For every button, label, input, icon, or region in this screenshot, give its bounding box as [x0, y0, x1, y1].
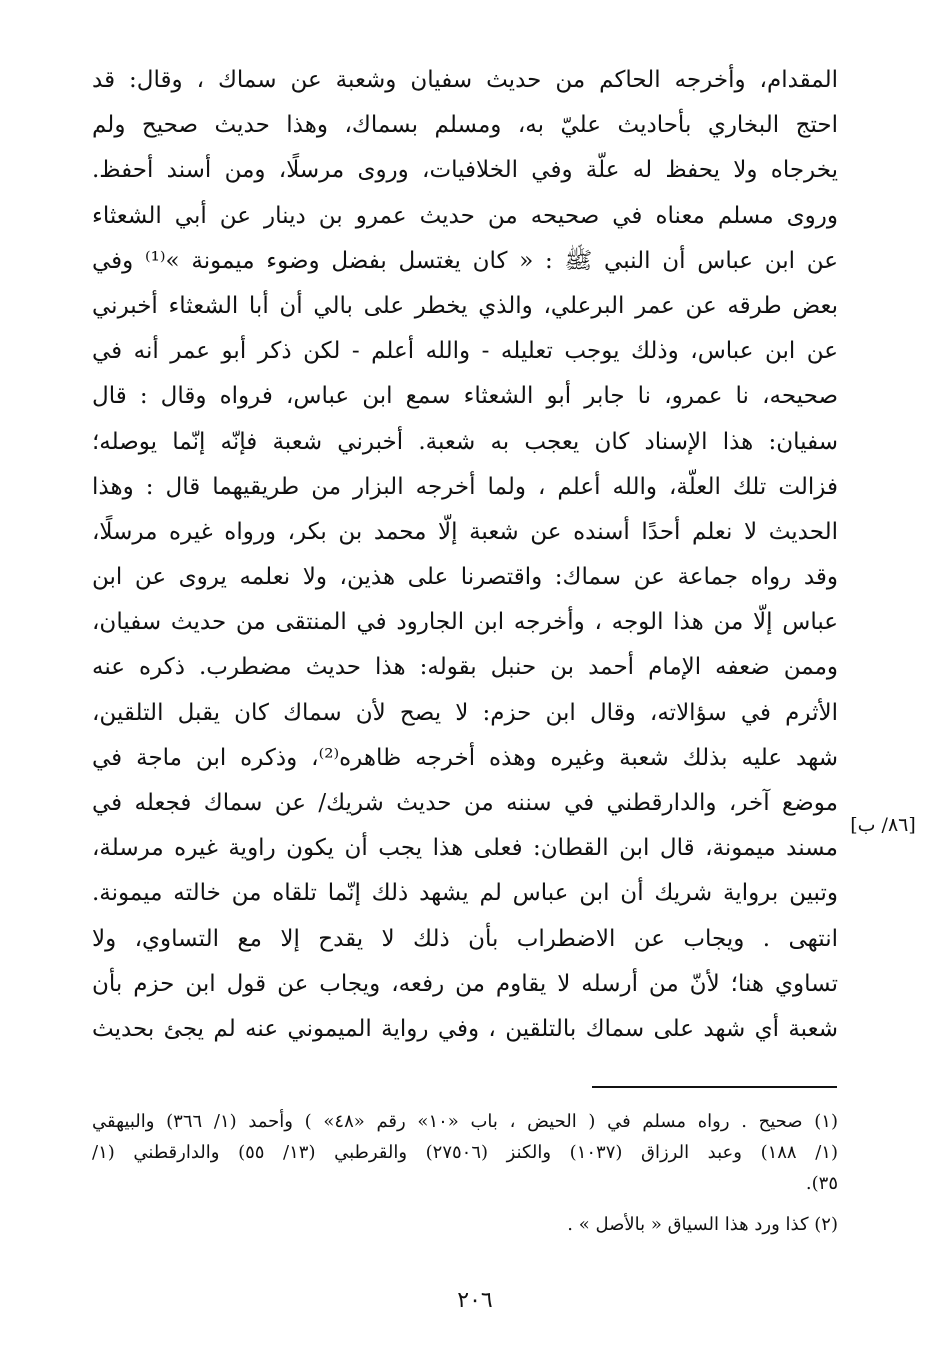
footnote-gap [92, 1199, 838, 1209]
footnote-separator [592, 1086, 837, 1088]
text-line: المقدام، وأخرجه الحاكم من حديث سفيان وشعبة عن سماك ، وقال: قد [92, 67, 838, 93]
footnote-2: (٢) كذا ورد هذا السياق « بالأصل » . [567, 1214, 838, 1235]
text-line: عباس إلّا من هذا الوجه ، وأخرجه ابن الجارود في المنتقى من حديث سفيان، [92, 609, 838, 636]
footnote-1-line: ٣٥). [805, 1173, 838, 1194]
text-line: موضع آخر، والدارقطني في سننه من حديث شريك/ عن سماك فجعله في [92, 790, 838, 816]
text-line: صحيحه، نا عمرو، نا جابر أبو الشعثاء سمع ابن عباس، فرواه وقال : قال [92, 383, 838, 410]
text-line: فزالت تلك العلّة، والله أعلم ، ولما أخرجه البزار من طريقيهما قال : وهذا [92, 473, 838, 500]
text-line: وممن ضعفه الإمام أحمد بن حنبل بقوله: هذا حديث مضطرب. ذكره عنه [92, 654, 838, 681]
main-text-block [92, 58, 838, 1052]
page-number: ٢٠٦ [457, 1288, 493, 1313]
text-line: سفيان: هذا الإسناد كان يعجب به شعبة. أخبرني شعبة فإنّه إنّما يوصله؛ [92, 428, 838, 455]
footnote-1-line: (١/ ١٨٨) وعبد الرزاق (١٠٣٧) والكنز (٢٧٥٠٦) والقرطبي (١٣/ ٥٥) والدارقطني (١/ [92, 1142, 838, 1163]
text-line: شهد عليه بذلك شعبة وغيره وهذه أخرجه ظاهره⁽²⁾، وذكره ابن ماجة في [92, 744, 838, 771]
text-line: مسند ميمونة، قال ابن القطان: فعلى هذا يجب أن يكون راوية غيره مرسلة، [92, 835, 838, 862]
text-line: يخرجاه ولا يحفظ له علّة وفي الخلافيات، وروى مرسلًا، ومن أسند أحفظ. [92, 157, 838, 184]
footnotes-block [92, 1106, 838, 1240]
text-line: بعض طرقه عن عمر البرعلي، والذي يخطر على بالي أن أبا الشعثاء أخبرني [92, 292, 838, 319]
text-line: عن ابن عباس، وذلك يوجب تعليله - والله أعلم - لكن ذكر أبو عمر أنه في [92, 338, 838, 365]
text-line: وروى مسلم معناه في صحيحه من حديث عمرو بن دينار عن أبي الشعثاء [92, 202, 838, 229]
text-line: وقد رواه جماعة عن سماك: واقتصرنا على هذين، ولا نعلمه يروى عن ابن [92, 564, 838, 591]
text-line: تساوي هنا؛ لأنّ من أرسله لا يقاوم من رفعه، ويجاب عن قول ابن حزم بأن [92, 970, 838, 997]
text-line: شعبة أي شهد على سماك بالتلقين ، وفي رواية الميموني عنه لم يجئ بحديث [92, 1015, 838, 1042]
text-line: احتج البخاري بأحاديث عليّ به، ومسلم بسماك، وهذا حديث صحيح ولم [92, 112, 838, 139]
text-line: انتهى . ويجاب عن الاضطراب بأن ذلك لا يقدح إلا مع التساوي، ولا [92, 925, 838, 952]
text-line: الأثرم في سؤالاته، وقال ابن حزم: لا يصح لأن سماك كان يقبل التلقين، [92, 699, 838, 726]
text-line: الحديث لا نعلم أحدًا أسنده عن شعبة إلّا محمد بن بكر، ورواه غيره مرسلًا، [92, 518, 838, 545]
manuscript-folio-marker: [٨٦/ ب] [850, 814, 916, 836]
text-line: عن ابن عباس أن النبي ﷺ : « كان يغتسل بفضل وضوء ميمونة »⁽¹⁾ وفي [92, 247, 838, 274]
footnote-1-line: (١) صحيح . رواه مسلم في ( الحيض ، باب «١٠» رقم «٤٨» ) وأحمد (١/ ٣٦٦) والبيهقي [92, 1111, 838, 1132]
text-line: وتبين برواية شريك أن ابن عباس لم يشهد ذلك إنّما تلقاه من خالته ميمونة. [92, 880, 838, 907]
